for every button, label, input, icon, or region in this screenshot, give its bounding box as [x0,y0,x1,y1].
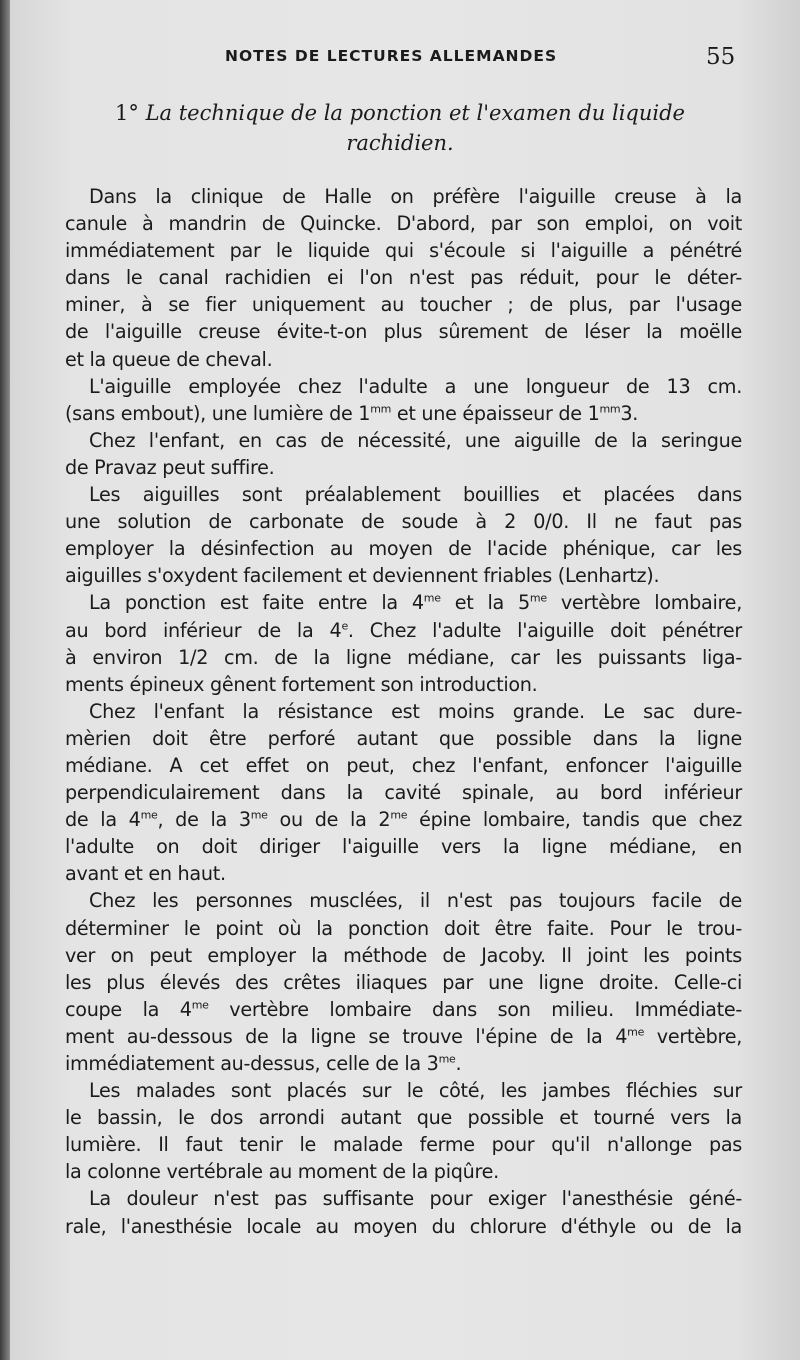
paragraph [65,481,742,589]
text-line: Les aiguilles sont préalablement bouillies et placées dans [89,483,742,507]
text-line: mèrien doit être perforé autant que possible dans la ligne [65,726,742,750]
text-line: canule à mandrin de Quincke. D'abord, par son emploi, on voit [65,212,742,236]
paragraph [65,427,742,481]
text-line: Dans la clinique de Halle on préfère l'aiguille creuse à la [89,185,742,208]
paragraph [65,183,742,373]
paragraph [65,1077,742,1185]
running-head [0,44,800,72]
text-line: aiguilles s'oxydent facilement et deviennent friables (Lenhartz). [65,564,660,588]
paragraph [65,373,742,427]
text-line: La douleur n'est pas suffisante pour exiger l'anesthésie géné- [89,1187,742,1211]
text-line: Chez l'enfant, en cas de nécessité, une aiguille de la seringue [89,428,742,452]
text-line: ver on peut employer la méthode de Jacoby. Il joint les points [65,943,742,967]
text-line: Chez l'enfant la résistance est moins grande. Le sac dure- [89,699,742,723]
text-line: (sans embout), une lumière de $1^{mm}$ et une épaisseur de $1^{mm}3$. [65,401,639,425]
text-line: de Pravaz peut suffire. [65,455,275,479]
text-line: Les malades sont placés sur le côté, les jambes fléchies sur [89,1079,742,1103]
text-line: à environ 1/2 cm. de la ligne médiane, car les puissants liga- [65,645,742,669]
section-heading [60,98,740,158]
text-line: de l'aiguille creuse évite-t-on plus sûrement de léser la moëlle [65,320,742,344]
section-title-continued: rachidien. [346,131,454,155]
text-line: immédiatement au-dessus, celle de la $3^{me}$. [65,1052,462,1075]
text-line: employer la désinfection au moyen de l'acide phénique, car les [65,537,742,561]
text-line: Chez les personnes musclées, il n'est pas toujours facile de [89,889,742,913]
text-line: les plus élevés des crêtes iliaques par une ligne droite. Celle-ci [65,970,742,994]
section-title: La technique de la ponction et l'examen du liquide [145,101,685,125]
text-line: l'adulte on doit diriger l'aiguille vers la ligne médiane, en [65,835,742,859]
paragraph [65,589,742,697]
page-edge-shadow [0,0,10,1360]
paragraph [65,887,742,1077]
page-number: 55 [706,44,736,70]
text-line: immédiatement par le liquide qui s'écoule si l'aiguille a pénétré [65,239,742,263]
text-line: miner, à se fier uniquement au toucher ; de plus, par l'usage [65,293,742,317]
text-line: de la $4^{me}$, de la $3^{me}$ ou de la $2^{me}$ épine lombaire, tandis que chez [65,808,742,832]
text-line: dans le canal rachidien ei l'on n'est pas réduit, pour le déter- [65,266,742,290]
text-line: déterminer le point où la ponction doit être faite. Pour le trou- [65,916,742,940]
text-line: La ponction est faite entre la $4^{me}$ et la $5^{me}$ vertèbre lombaire, [89,591,742,615]
text-line: la colonne vertébrale au moment de la piqûre. [65,1160,499,1184]
section-number: 1° [115,101,139,125]
text-line: le bassin, le dos arrondi autant que possible et tourné vers la [65,1106,742,1130]
text-line: une solution de carbonate de soude à 2 0/0. Il ne faut pas [65,510,742,534]
text-line: L'aiguille employée chez l'adulte a une longueur de 13 cm. [89,374,742,398]
text-line: médiane. A cet effet on peut, chez l'enfant, enfoncer l'aiguille [65,753,742,777]
text-line: ments épineux gênent fortement son introduction. [65,672,538,696]
body-text [65,183,742,1240]
text-line: au bord inférieur de la 4e. Chez l'adulte l'aiguille doit pénétrer [65,618,742,642]
text-line: avant et en haut. [65,862,226,886]
running-title: NOTES DE LECTURES ALLEMANDES [225,47,558,65]
text-line: rale, l'anesthésie locale au moyen du chlorure d'éthyle ou de la [65,1214,742,1238]
paragraph [65,698,742,888]
text-line: et la queue de cheval. [65,347,273,371]
text-line: lumière. Il faut tenir le malade ferme pour qu'il n'allonge pas [65,1133,742,1157]
paragraph [65,1185,742,1239]
text-line: coupe la $4^{me}$ vertèbre lombaire dans son milieu. Immédiate- [65,997,742,1021]
text-line: ment au-dessous de la ligne se trouve l'épine de la $4^{me}$ vertèbre, [65,1024,742,1048]
text-line: perpendiculairement dans la cavité spinale, au bord inférieur [65,781,742,805]
section-heading-line-1 [60,98,740,128]
